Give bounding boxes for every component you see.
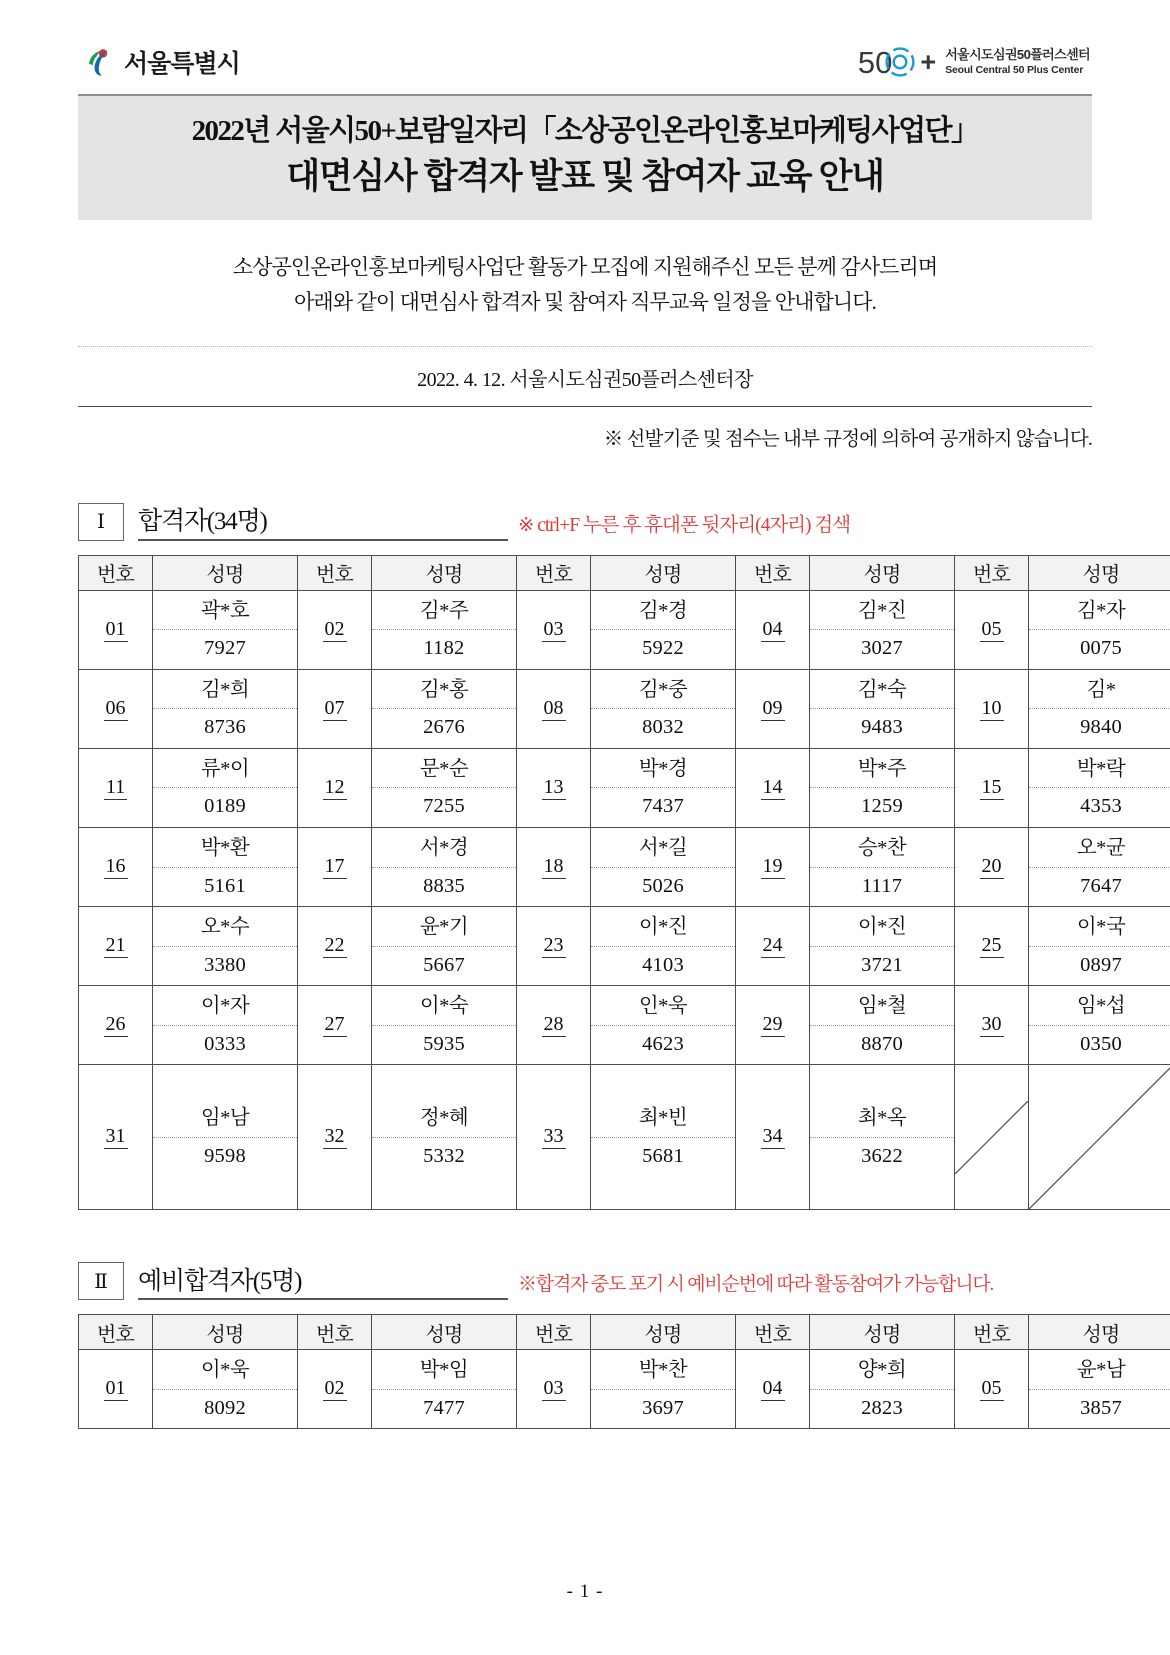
row-number-cell xyxy=(79,827,153,906)
header-logo-row xyxy=(78,0,1092,88)
applicant-name: 박*찬 xyxy=(591,1350,735,1390)
fifty-plus-sign: + xyxy=(920,46,937,77)
row-number-cell xyxy=(955,827,1029,906)
row-number-cell xyxy=(79,748,153,827)
applicant-cell xyxy=(591,1065,736,1210)
applicant-cell xyxy=(372,1350,517,1429)
row-number: 24 xyxy=(762,934,783,957)
col-header-no: 번호 xyxy=(79,555,153,590)
phone-last-four: 7927 xyxy=(204,637,246,660)
col-header-name: 성명 xyxy=(153,1315,298,1350)
phone-last-four: 7437 xyxy=(642,795,684,818)
row-number: 27 xyxy=(324,1013,345,1036)
applicant-cell xyxy=(153,907,298,986)
row-number-cell xyxy=(955,1350,1029,1429)
phone-last-four: 4353 xyxy=(1080,795,1122,818)
applicant-name: 이*욱 xyxy=(153,1350,297,1390)
applicant-name: 이*숙 xyxy=(372,986,516,1026)
row-number-cell xyxy=(736,669,810,748)
applicant-cell xyxy=(810,590,955,669)
row-number-cell xyxy=(298,827,372,906)
row-number: 06 xyxy=(105,696,126,719)
row-number: 01 xyxy=(105,617,126,640)
row-number-cell xyxy=(955,748,1029,827)
phone-last-four: 4103 xyxy=(642,953,684,976)
applicant-cell xyxy=(1029,748,1170,827)
applicant-cell xyxy=(153,1350,298,1429)
table-row xyxy=(79,907,1170,986)
intro-line-1: 소상공인온라인홍보마케팅사업단 활동가 모집에 지원해주신 모든 분께 감사드리며 xyxy=(232,255,938,280)
phone-last-four: 0189 xyxy=(204,795,246,818)
applicant-cell xyxy=(1029,986,1170,1065)
row-number-cell xyxy=(298,669,372,748)
phone-last-four: 3721 xyxy=(861,953,903,976)
page-number: - 1 - xyxy=(566,1581,604,1602)
title-line-2: 대면심사 합격자 발표 및 참여자 교육 안내 xyxy=(286,157,884,197)
row-number: 02 xyxy=(324,1377,345,1400)
col-header-name: 성명 xyxy=(591,1315,736,1350)
applicant-name: 서*경 xyxy=(372,828,516,868)
applicant-name: 승*찬 xyxy=(810,828,954,868)
applicant-name: 김*진 xyxy=(810,591,954,631)
row-number: 13 xyxy=(543,775,564,798)
applicant-cell xyxy=(1029,1350,1170,1429)
passers-table-body xyxy=(79,590,1170,1210)
row-number-cell xyxy=(298,1065,372,1210)
table-header-row xyxy=(79,1315,1170,1350)
applicant-name: 박*주 xyxy=(810,749,954,789)
section-1-title: 합격자(34명) xyxy=(138,508,267,536)
row-number-cell xyxy=(517,1065,591,1210)
row-number: 07 xyxy=(324,696,345,719)
seoul-emblem-icon xyxy=(84,45,118,79)
row-number: 28 xyxy=(543,1013,564,1036)
phone-last-four: 5026 xyxy=(642,874,684,897)
applicant-cell xyxy=(372,748,517,827)
table-row xyxy=(79,590,1170,669)
table-row xyxy=(79,1350,1170,1429)
applicant-cell xyxy=(591,590,736,669)
applicant-name: 김*홍 xyxy=(372,670,516,710)
row-number: 32 xyxy=(324,1125,345,1148)
applicant-name: 임*남 xyxy=(153,1098,297,1138)
table-row xyxy=(79,1065,1170,1210)
intro-paragraph xyxy=(78,220,1092,319)
row-number-cell xyxy=(79,907,153,986)
applicant-cell xyxy=(153,748,298,827)
section-1-numeral: Ⅰ xyxy=(78,503,124,541)
applicant-name: 최*옥 xyxy=(810,1098,954,1138)
applicant-name: 박*임 xyxy=(372,1350,516,1390)
row-number-cell xyxy=(298,986,372,1065)
intro-line-2: 아래와 같이 대면심사 합격자 및 참여자 직무교육 일정을 안내합니다. xyxy=(294,290,876,315)
row-number: 05 xyxy=(981,1377,1002,1400)
col-header-name: 성명 xyxy=(810,1315,955,1350)
row-number: 31 xyxy=(105,1125,126,1148)
row-number: 21 xyxy=(105,934,126,957)
applicant-cell xyxy=(591,986,736,1065)
row-number: 16 xyxy=(105,855,126,877)
row-number-cell xyxy=(298,590,372,669)
phone-last-four: 5161 xyxy=(204,874,246,897)
row-number: 15 xyxy=(981,775,1002,798)
row-number-cell xyxy=(517,590,591,669)
row-number: 30 xyxy=(981,1013,1002,1036)
applicant-cell xyxy=(810,986,955,1065)
applicant-cell xyxy=(810,907,955,986)
section-1-note: ※ ctrl+F 누른 후 휴대폰 뒷자리(4자리) 검색 xyxy=(518,514,851,536)
phone-last-four: 1182 xyxy=(423,637,465,660)
row-number-cell xyxy=(79,1065,153,1210)
applicant-name: 정*혜 xyxy=(372,1098,516,1138)
applicant-cell xyxy=(1029,669,1170,748)
row-number: 04 xyxy=(762,617,783,640)
row-number: 19 xyxy=(762,855,783,877)
row-number-cell xyxy=(955,669,1029,748)
row-number: 29 xyxy=(762,1013,783,1036)
phone-last-four: 0075 xyxy=(1080,637,1122,660)
applicant-name: 이*국 xyxy=(1029,907,1170,947)
applicant-cell xyxy=(153,986,298,1065)
row-number-cell xyxy=(298,1350,372,1429)
row-number-cell xyxy=(736,748,810,827)
phone-last-four: 9840 xyxy=(1080,716,1122,739)
row-number-cell xyxy=(298,907,372,986)
row-number: 17 xyxy=(324,855,345,877)
row-number-cell xyxy=(517,827,591,906)
center-name-block xyxy=(945,47,1090,76)
col-header-no: 번호 xyxy=(79,1315,153,1350)
row-number: 22 xyxy=(324,934,345,957)
col-header-name: 성명 xyxy=(1029,1315,1170,1350)
col-header-no: 번호 xyxy=(955,555,1029,590)
section-2-numeral: Ⅱ xyxy=(78,1262,124,1300)
applicant-name: 김*주 xyxy=(372,591,516,631)
section-2-title: 예비합격자(5명) xyxy=(138,1267,302,1295)
applicant-name: 류*이 xyxy=(153,749,297,789)
row-number: 33 xyxy=(543,1125,564,1148)
applicant-name: 서*길 xyxy=(591,828,735,868)
phone-last-four: 2676 xyxy=(423,716,465,739)
row-number-cell xyxy=(736,1065,810,1210)
fifty-plus-mark-icon xyxy=(858,46,936,78)
applicant-name: 문*순 xyxy=(372,749,516,789)
applicant-name: 김* xyxy=(1029,670,1170,710)
applicant-cell xyxy=(810,1350,955,1429)
row-number-cell xyxy=(517,1350,591,1429)
phone-last-four: 8835 xyxy=(423,874,465,897)
phone-last-four: 1259 xyxy=(861,795,903,818)
col-header-name: 성명 xyxy=(153,555,298,590)
row-number: 26 xyxy=(105,1013,126,1036)
table-row xyxy=(79,748,1170,827)
title-banner xyxy=(78,94,1092,220)
table-row xyxy=(79,986,1170,1065)
table-row xyxy=(79,827,1170,906)
row-number: 02 xyxy=(324,617,345,640)
applicant-cell xyxy=(810,1065,955,1210)
phone-last-four: 3380 xyxy=(204,953,246,976)
row-number-cell xyxy=(79,986,153,1065)
applicant-cell xyxy=(1029,590,1170,669)
applicant-cell xyxy=(372,986,517,1065)
row-number-cell xyxy=(517,907,591,986)
applicant-cell xyxy=(591,748,736,827)
applicant-cell xyxy=(1029,827,1170,906)
col-header-no: 번호 xyxy=(517,1315,591,1350)
title-line-1: 2022년 서울시50+보람일자리「소상공인온라인홍보마케팅사업단」 xyxy=(191,115,979,147)
row-number: 10 xyxy=(981,696,1002,719)
row-number: 01 xyxy=(105,1377,126,1400)
issue-date-line: 2022. 4. 12. 서울시도심권50플러스센터장 xyxy=(417,368,753,391)
phone-last-four: 5667 xyxy=(423,953,465,976)
applicant-name: 김*중 xyxy=(591,670,735,710)
row-number-cell xyxy=(955,986,1029,1065)
table-header-row xyxy=(79,555,1170,590)
applicant-name: 김*숙 xyxy=(810,670,954,710)
section-1-heading xyxy=(78,497,1092,541)
row-number-cell xyxy=(298,748,372,827)
applicant-name: 오*수 xyxy=(153,907,297,947)
section-2-heading xyxy=(78,1256,1092,1300)
row-number-cell xyxy=(955,590,1029,669)
phone-last-four: 8736 xyxy=(204,716,246,739)
applicant-cell xyxy=(591,1350,736,1429)
section-2-title-wrap xyxy=(138,1268,508,1301)
col-header-no: 번호 xyxy=(736,1315,810,1350)
row-number-cell xyxy=(517,669,591,748)
phone-last-four: 8870 xyxy=(861,1032,903,1055)
waitlist-table xyxy=(78,1314,1170,1429)
applicant-cell xyxy=(372,590,517,669)
center-name-korean: 서울시도심권50플러스센터 xyxy=(945,47,1090,63)
phone-last-four: 1117 xyxy=(861,874,903,897)
applicant-cell xyxy=(591,907,736,986)
applicant-cell xyxy=(153,669,298,748)
empty-cell xyxy=(955,1065,1029,1210)
row-number-cell xyxy=(79,1350,153,1429)
col-header-name: 성명 xyxy=(591,555,736,590)
applicant-name: 김*경 xyxy=(591,591,735,631)
col-header-no: 번호 xyxy=(955,1315,1029,1350)
phone-last-four: 3857 xyxy=(1080,1396,1122,1419)
phone-last-four: 3027 xyxy=(861,637,903,660)
row-number: 05 xyxy=(981,617,1002,640)
applicant-cell xyxy=(372,907,517,986)
col-header-no: 번호 xyxy=(517,555,591,590)
phone-last-four: 8032 xyxy=(642,716,684,739)
row-number: 20 xyxy=(981,855,1002,877)
row-number: 14 xyxy=(762,775,783,798)
empty-cell xyxy=(1029,1065,1170,1210)
row-number: 03 xyxy=(543,617,564,640)
applicant-name: 김*자 xyxy=(1029,591,1170,631)
row-number-cell xyxy=(736,827,810,906)
col-header-name: 성명 xyxy=(1029,555,1170,590)
row-number-cell xyxy=(736,1350,810,1429)
row-number: 18 xyxy=(543,855,564,877)
applicant-cell xyxy=(372,1065,517,1210)
applicant-name: 인*욱 xyxy=(591,986,735,1026)
applicant-name: 윤*기 xyxy=(372,907,516,947)
applicant-name: 이*자 xyxy=(153,986,297,1026)
row-number-cell xyxy=(736,590,810,669)
row-number-cell xyxy=(517,748,591,827)
applicant-cell xyxy=(591,669,736,748)
applicant-name: 박*락 xyxy=(1029,749,1170,789)
phone-last-four: 0333 xyxy=(204,1032,246,1055)
phone-last-four: 4623 xyxy=(642,1032,684,1055)
phone-last-four: 7647 xyxy=(1080,874,1122,897)
row-number-cell xyxy=(736,907,810,986)
applicant-name: 박*경 xyxy=(591,749,735,789)
phone-last-four: 5332 xyxy=(423,1144,465,1167)
applicant-cell xyxy=(810,669,955,748)
col-header-name: 성명 xyxy=(810,555,955,590)
applicant-cell xyxy=(1029,907,1170,986)
row-number: 34 xyxy=(762,1125,783,1148)
phone-last-four: 5935 xyxy=(423,1032,465,1055)
phone-last-four: 7255 xyxy=(423,795,465,818)
applicant-name: 임*철 xyxy=(810,986,954,1026)
applicant-cell xyxy=(153,590,298,669)
applicant-cell xyxy=(372,669,517,748)
col-header-no: 번호 xyxy=(298,1315,372,1350)
applicant-name: 곽*호 xyxy=(153,591,297,631)
applicant-name: 오*균 xyxy=(1029,828,1170,868)
phone-last-four: 3622 xyxy=(861,1144,903,1167)
section-2-note: ※합격자 중도 포기 시 예비순번에 따라 활동참여가 가능합니다. xyxy=(518,1274,994,1296)
disclaimer-note: ※ 선발기준 및 점수는 내부 규정에 의하여 공개하지 않습니다. xyxy=(603,428,1092,450)
applicant-name: 양*희 xyxy=(810,1350,954,1390)
applicant-name: 김*희 xyxy=(153,670,297,710)
applicant-cell xyxy=(810,827,955,906)
phone-last-four: 3697 xyxy=(642,1396,684,1419)
phone-last-four: 8092 xyxy=(204,1396,246,1419)
phone-last-four: 0897 xyxy=(1080,953,1122,976)
row-number: 12 xyxy=(324,775,345,798)
row-number: 08 xyxy=(543,696,564,719)
applicant-name: 윤*남 xyxy=(1029,1350,1170,1390)
applicant-name: 이*진 xyxy=(591,907,735,947)
row-number-cell xyxy=(517,986,591,1065)
phone-last-four: 5922 xyxy=(642,637,684,660)
col-header-no: 번호 xyxy=(298,555,372,590)
seoul-city-logo-text: 서울특별시 xyxy=(124,50,240,78)
section-1-title-wrap xyxy=(138,508,508,541)
passers-table xyxy=(78,555,1170,1211)
applicant-name: 임*섭 xyxy=(1029,986,1170,1026)
row-number: 11 xyxy=(105,775,126,798)
applicant-cell xyxy=(153,1065,298,1210)
row-number-cell xyxy=(736,986,810,1065)
phone-last-four: 9598 xyxy=(204,1144,246,1167)
row-number: 09 xyxy=(762,696,783,719)
row-number-cell xyxy=(955,907,1029,986)
row-number: 04 xyxy=(762,1377,783,1400)
row-number: 23 xyxy=(543,934,564,957)
applicant-name: 박*환 xyxy=(153,828,297,868)
row-number-cell xyxy=(79,669,153,748)
row-number: 03 xyxy=(543,1377,564,1400)
col-header-no: 번호 xyxy=(736,555,810,590)
col-header-name: 성명 xyxy=(372,1315,517,1350)
phone-last-four: 9483 xyxy=(861,716,903,739)
applicant-cell xyxy=(591,827,736,906)
waitlist-table-body xyxy=(79,1350,1170,1429)
row-number: 25 xyxy=(981,934,1002,957)
applicant-name: 이*진 xyxy=(810,907,954,947)
applicant-cell xyxy=(153,827,298,906)
fifty-plus-number: 50 xyxy=(857,44,893,80)
applicant-cell xyxy=(810,748,955,827)
fifty-plus-center-logo xyxy=(858,46,1090,78)
center-name-english: Seoul Central 50 Plus Center xyxy=(945,63,1084,76)
phone-last-four: 2823 xyxy=(861,1396,903,1419)
applicant-name: 최*빈 xyxy=(591,1098,735,1138)
phone-last-four: 0350 xyxy=(1080,1032,1122,1055)
applicant-cell xyxy=(372,827,517,906)
row-number-cell xyxy=(79,590,153,669)
seoul-city-logo xyxy=(84,44,240,80)
phone-last-four: 7477 xyxy=(423,1396,465,1419)
col-header-name: 성명 xyxy=(372,555,517,590)
table-row xyxy=(79,669,1170,748)
phone-last-four: 5681 xyxy=(642,1144,684,1167)
